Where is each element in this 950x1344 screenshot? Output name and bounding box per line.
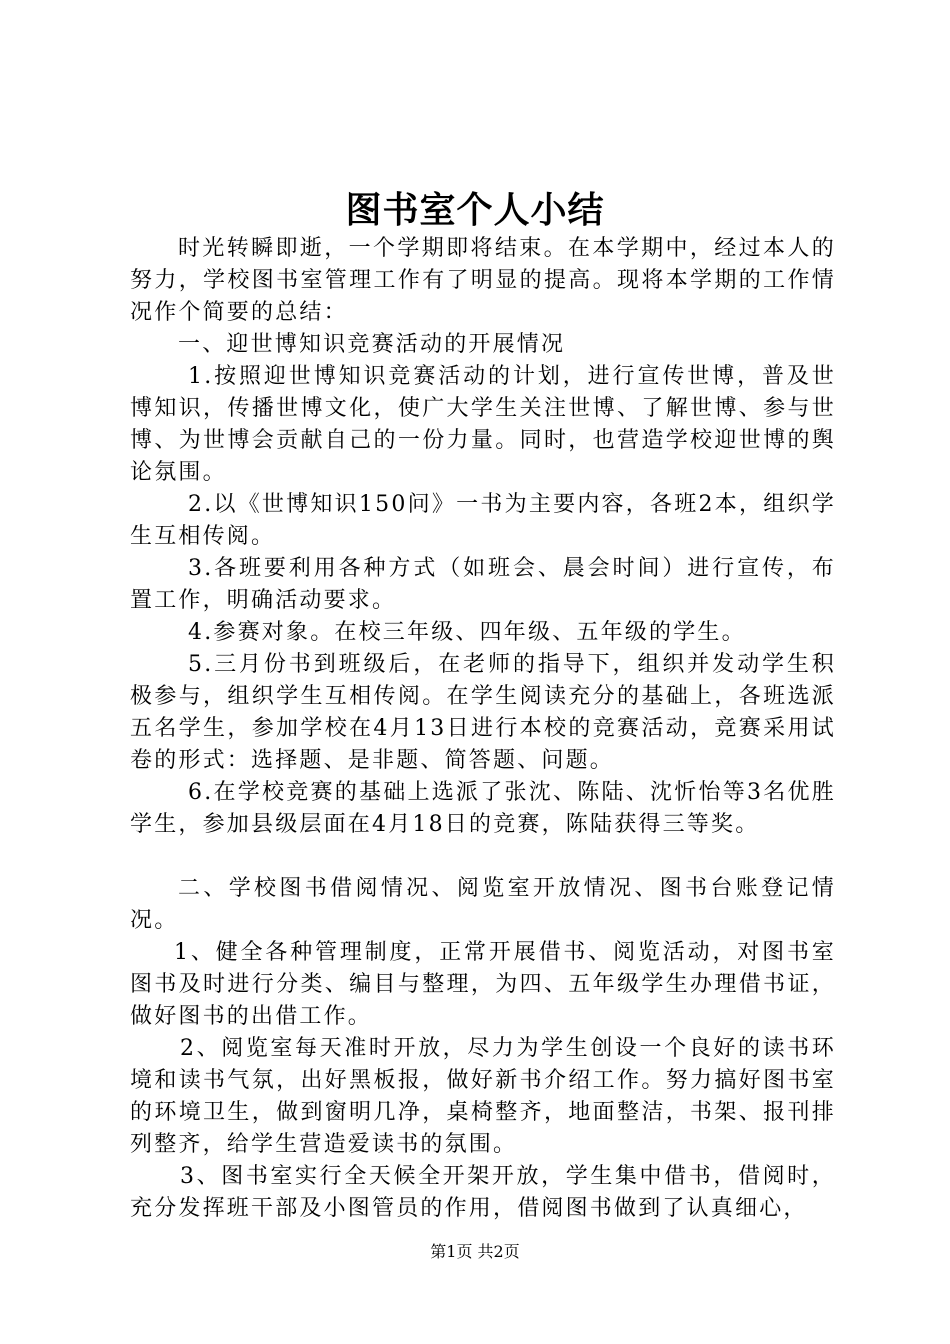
paragraph-gap bbox=[130, 841, 836, 873]
paragraph-point-2: 2、阅览室每天准时开放，尽力为学生创设一个良好的读书环境和读书气氛，出好黑板报，做好新书介绍工作。努力搞好图书室的环境卫生，做到窗明几净，桌椅整齐，地面整洁，书架、报刊排列整齐，给学生营造爱读书的氛围。 bbox=[130, 1036, 836, 1157]
page-footer: 第1页 共2页 bbox=[430, 1242, 520, 1261]
paragraph-item-1: 1.按照迎世博知识竞赛活动的计划，进行宣传世博，普及世博知识，传播世博文化，使广大学生关注世博、了解世博、参与世博、为世博会贡献自己的一份力量。同时，也营造学校迎世博的舆论氛围。 bbox=[130, 364, 836, 485]
section-heading-1: 一、迎世博知识竞赛活动的开展情况 bbox=[178, 332, 566, 357]
section-heading-2: 二、学校图书借阅情况、阅览室开放情况、图书台账登记情况。 bbox=[130, 876, 836, 933]
paragraph-item-4: 4.参赛对象。在校三年级、四年级、五年级的学生。 bbox=[188, 620, 746, 645]
document-body bbox=[130, 233, 836, 1225]
paragraph-item-2: 2.以《世博知识150问》一书为主要内容，各班2本，组织学生互相传阅。 bbox=[130, 492, 836, 549]
paragraph-point-3: 3、图书室实行全天候全开架开放，学生集中借书，借阅时，充分发挥班干部及小图管员的作用，借阅图书做到了认真细心， bbox=[130, 1164, 836, 1221]
paragraph-intro: 时光转瞬即逝，一个学期即将结束。在本学期中，经过本人的努力，学校图书室管理工作有了明显的提高。现将本学期的工作情况作个简要的总结： bbox=[130, 236, 836, 325]
document-title: 图书室个人小结 bbox=[345, 189, 605, 231]
paragraph-point-1: 1、健全各种管理制度，正常开展借书、阅览活动，对图书室图书及时进行分类、编目与整理，为四、五年级学生办理借书证，做好图书的出借工作。 bbox=[130, 940, 836, 1029]
paragraph-item-3: 3.各班要利用各种方式（如班会、晨会时间）进行宣传，布置工作，明确活动要求。 bbox=[130, 556, 836, 613]
paragraph-item-6: 6.在学校竞赛的基础上选派了张沈、陈陆、沈忻怡等3名优胜学生，参加县级层面在4月18日的竞赛，陈陆获得三等奖。 bbox=[130, 780, 836, 837]
paragraph-item-5: 5.三月份书到班级后，在老师的指导下，组织并发动学生积极参与，组织学生互相传阅。在学生阅读充分的基础上，各班选派五名学生，参加学校在4月13日进行本校的竞赛活动，竞赛采用试卷的形式：选择题、是非题、简答题、问题。 bbox=[130, 652, 836, 773]
